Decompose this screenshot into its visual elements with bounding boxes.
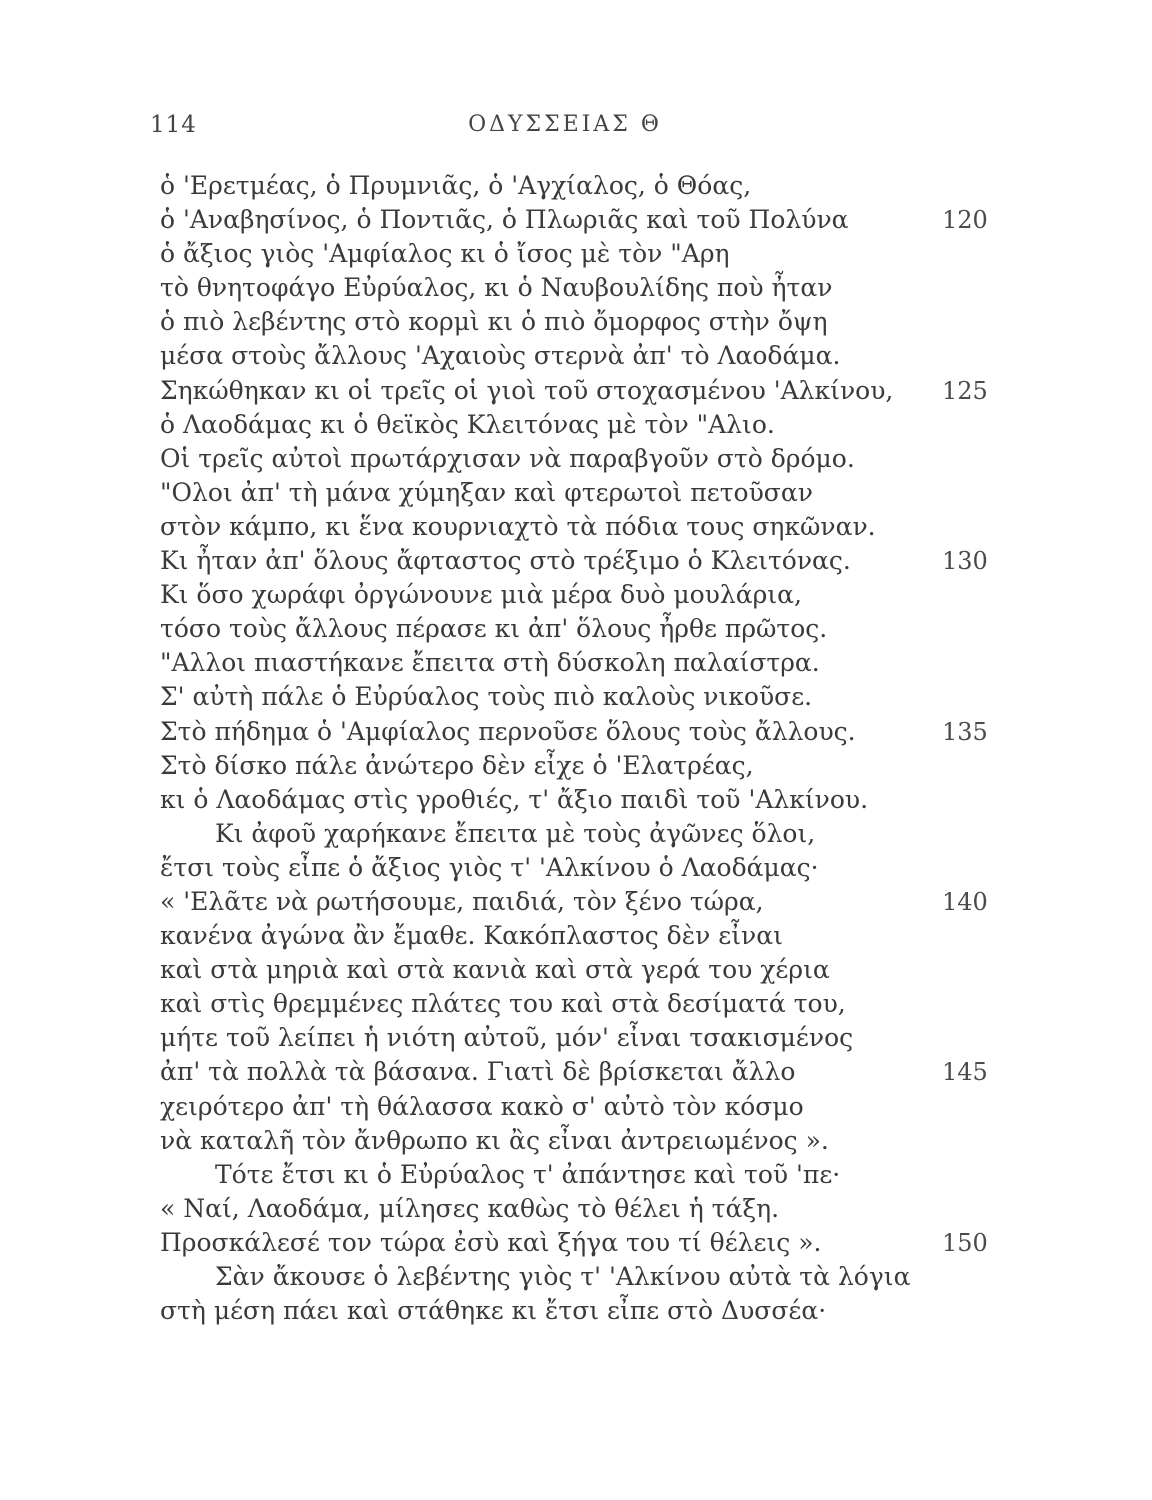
- verse-line: [160, 885, 990, 919]
- verse-line: [160, 646, 990, 680]
- verse-text: "Ολοι ἀπ' τὴ μάνα χύμηξαν καὶ φτερωτοὶ πετοῦσαν: [160, 477, 813, 507]
- verse-text: στὸν κάμπο, κι ἕνα κουρνιαχτὸ τὰ πόδια τους σηκῶναν.: [160, 511, 876, 541]
- verse-text: Οἱ τρεῖς αὐτοὶ πρωτάρχισαν νὰ παραβγοῦν στὸ δρόμο.: [160, 443, 855, 473]
- verse-line: [160, 1124, 990, 1158]
- verse-line: [160, 1294, 990, 1328]
- verse-line: [160, 544, 990, 578]
- line-number: 125: [942, 376, 988, 405]
- verse-line: [160, 749, 990, 783]
- verse-line: [160, 578, 990, 612]
- verse-line: [160, 408, 990, 442]
- verse-line: [160, 1192, 990, 1226]
- verse-text: ἔτσι τοὺς εἶπε ὁ ἄξιος γιὸς τ' 'Αλκίνου ὁ Λαοδάμας·: [160, 852, 819, 882]
- verse-line: [160, 817, 990, 851]
- line-number: 135: [942, 717, 988, 746]
- verse-text: στὴ μέση πάει καὶ στάθηκε κι ἔτσι εἶπε στὸ Δυσσέα·: [160, 1296, 827, 1326]
- verse-text: χειρότερο ἀπ' τὴ θάλασσα κακὸ σ' αὐτὸ τὸν κόσμο: [160, 1091, 804, 1121]
- verse-line: [160, 1090, 990, 1124]
- verse-line: [160, 442, 990, 476]
- verse-line: [160, 271, 990, 305]
- verse-text: ὁ ἄξιος γιὸς 'Αμφίαλος κι ὁ ἴσος μὲ τὸν "Αρη: [160, 239, 730, 269]
- line-number: 130: [942, 547, 988, 576]
- line-number: 150: [942, 1228, 988, 1257]
- verse-text: Κι ἀφοῦ χαρήκανε ἔπειτα μὲ τοὺς ἀγῶνες ὅλοι,: [215, 818, 816, 848]
- verse-text: ὁ πιὸ λεβέντης στὸ κορμὶ κι ὁ πιὸ ὄμορφος στὴν ὄψη: [160, 307, 828, 337]
- verse-line: [160, 919, 990, 953]
- verse-text: κι ὁ Λαοδάμας στὶς γροθιές, τ' ἄξιο παιδὶ τοῦ 'Αλκίνου.: [160, 784, 869, 814]
- verse-text: τόσο τοὺς ἄλλους πέρασε κι ἀπ' ὅλους ἦρθε πρῶτος.: [160, 614, 828, 644]
- verse-text: Προσκάλεσέ τον τώρα ἐσὺ καὶ ξήγα του τί θέλεις ».: [160, 1227, 822, 1257]
- verse-line: [160, 305, 990, 339]
- verse-line: [160, 1055, 990, 1089]
- verse-text: « Ναί, Λαοδάμα, μίλησες καθὼς τὸ θέλει ἡ τάξη.: [160, 1193, 780, 1223]
- verse-line: [160, 987, 990, 1021]
- line-number: 140: [942, 887, 988, 916]
- verse-line: [160, 1158, 990, 1192]
- verse-line: [160, 680, 990, 714]
- verse-line: [160, 1021, 990, 1055]
- verse-text: μήτε τοῦ λείπει ἡ νιότη αὐτοῦ, μόν' εἶναι τσακισμένος: [160, 1023, 854, 1053]
- verse-line: [160, 612, 990, 646]
- verse-text: Τότε ἔτσι κι ὁ Εὐρύαλος τ' ἀπάντησε καὶ τοῦ 'πε·: [215, 1159, 841, 1189]
- verse-text: ὁ 'Ερετμέας, ὁ Πρυμνιᾶς, ὁ 'Αγχίαλος, ὁ Θόας,: [160, 171, 752, 200]
- verse-line: [160, 374, 990, 408]
- verse-text: Κι ὅσο χωράφι ὀργώνουνε μιὰ μέρα δυὸ μουλάρια,: [160, 580, 802, 610]
- verse-line: [160, 476, 990, 510]
- verse-line: [160, 169, 990, 203]
- verse-line: [160, 851, 990, 885]
- verse-line: [160, 1260, 990, 1294]
- verse-line: [160, 953, 990, 987]
- verse-text: ὁ 'Αναβησίνος, ὁ Ποντιᾶς, ὁ Πλωριᾶς καὶ τοῦ Πολύνα: [160, 205, 849, 235]
- verse-text: ἀπ' τὰ πολλὰ τὰ βάσανα. Γιατὶ δὲ βρίσκεται ἄλλο: [160, 1057, 796, 1087]
- verse-text: καὶ στὶς θρεμμένες πλάτες του καὶ στὰ δεσίματά του,: [160, 989, 846, 1019]
- verse-text: μέσα στοὺς ἄλλους 'Αχαιοὺς στερνὰ ἀπ' τὸ Λαοδάμα.: [160, 341, 841, 371]
- verse-text: τὸ θνητοφάγο Εὐρύαλος, κι ὁ Ναυβουλίδης ποὺ ἦταν: [160, 273, 833, 303]
- verse-text: « 'Ελᾶτε νὰ ρωτήσουμε, παιδιά, τὸν ξένο τώρα,: [160, 886, 764, 916]
- line-number: 120: [942, 206, 988, 235]
- verse-line: [160, 715, 990, 749]
- verse-text: Στὸ δίσκο πάλε ἀνώτερο δὲν εἶχε ὁ 'Ελατρέας,: [160, 750, 754, 780]
- verse-text: "Αλλοι πιαστήκανε ἔπειτα στὴ δύσκολη παλαίστρα.: [160, 648, 820, 678]
- verse-text: ὁ Λαοδάμας κι ὁ θεϊκὸς Κλειτόνας μὲ τὸν "Αλιο.: [160, 409, 775, 439]
- verse-text: Σηκώθηκαν κι οἱ τρεῖς οἱ γιοὶ τοῦ στοχασμένου 'Αλκίνου,: [160, 375, 894, 405]
- verse-text: Κι ἦταν ἀπ' ὅλους ἄφταστος στὸ τρέξιμο ὁ Κλειτόνας.: [160, 546, 851, 576]
- verse-line: [160, 339, 990, 373]
- verse-text: Σ' αὐτὴ πάλε ὁ Εὐρύαλος τοὺς πιὸ καλοὺς νικοῦσε.: [160, 682, 813, 712]
- verse-line: [160, 237, 990, 271]
- verse-line: [160, 783, 990, 817]
- line-number: 145: [942, 1058, 988, 1087]
- verse-line: [160, 203, 990, 237]
- verse-text: Σὰν ἄκουσε ὁ λεβέντης γιὸς τ' 'Αλκίνου αὐτὰ τὰ λόγια: [215, 1262, 911, 1291]
- page-header: [150, 112, 980, 152]
- verse-text: νὰ καταλῆ τὸν ἄνθρωπο κι ἂς εἶναι ἀντρειωμένος ».: [160, 1125, 829, 1155]
- verse-text: κανένα ἀγώνα ἂν ἔμαθε. Κακόπλαστος δὲν εἶναι: [160, 921, 783, 951]
- running-title: ΟΔΥΣΣΕΙΑΣ Θ: [468, 112, 662, 137]
- verse-text: καὶ στὰ μηριὰ καὶ στὰ κανιὰ καὶ στὰ γερά του χέρια: [160, 955, 830, 985]
- verse-block: [160, 169, 990, 1328]
- verse-line: [160, 510, 990, 544]
- verse-line: [160, 1226, 990, 1260]
- page-number: 114: [150, 112, 197, 138]
- verse-text: Στὸ πήδημα ὁ 'Αμφίαλος περνοῦσε ὅλους τοὺς ἄλλους.: [160, 716, 856, 746]
